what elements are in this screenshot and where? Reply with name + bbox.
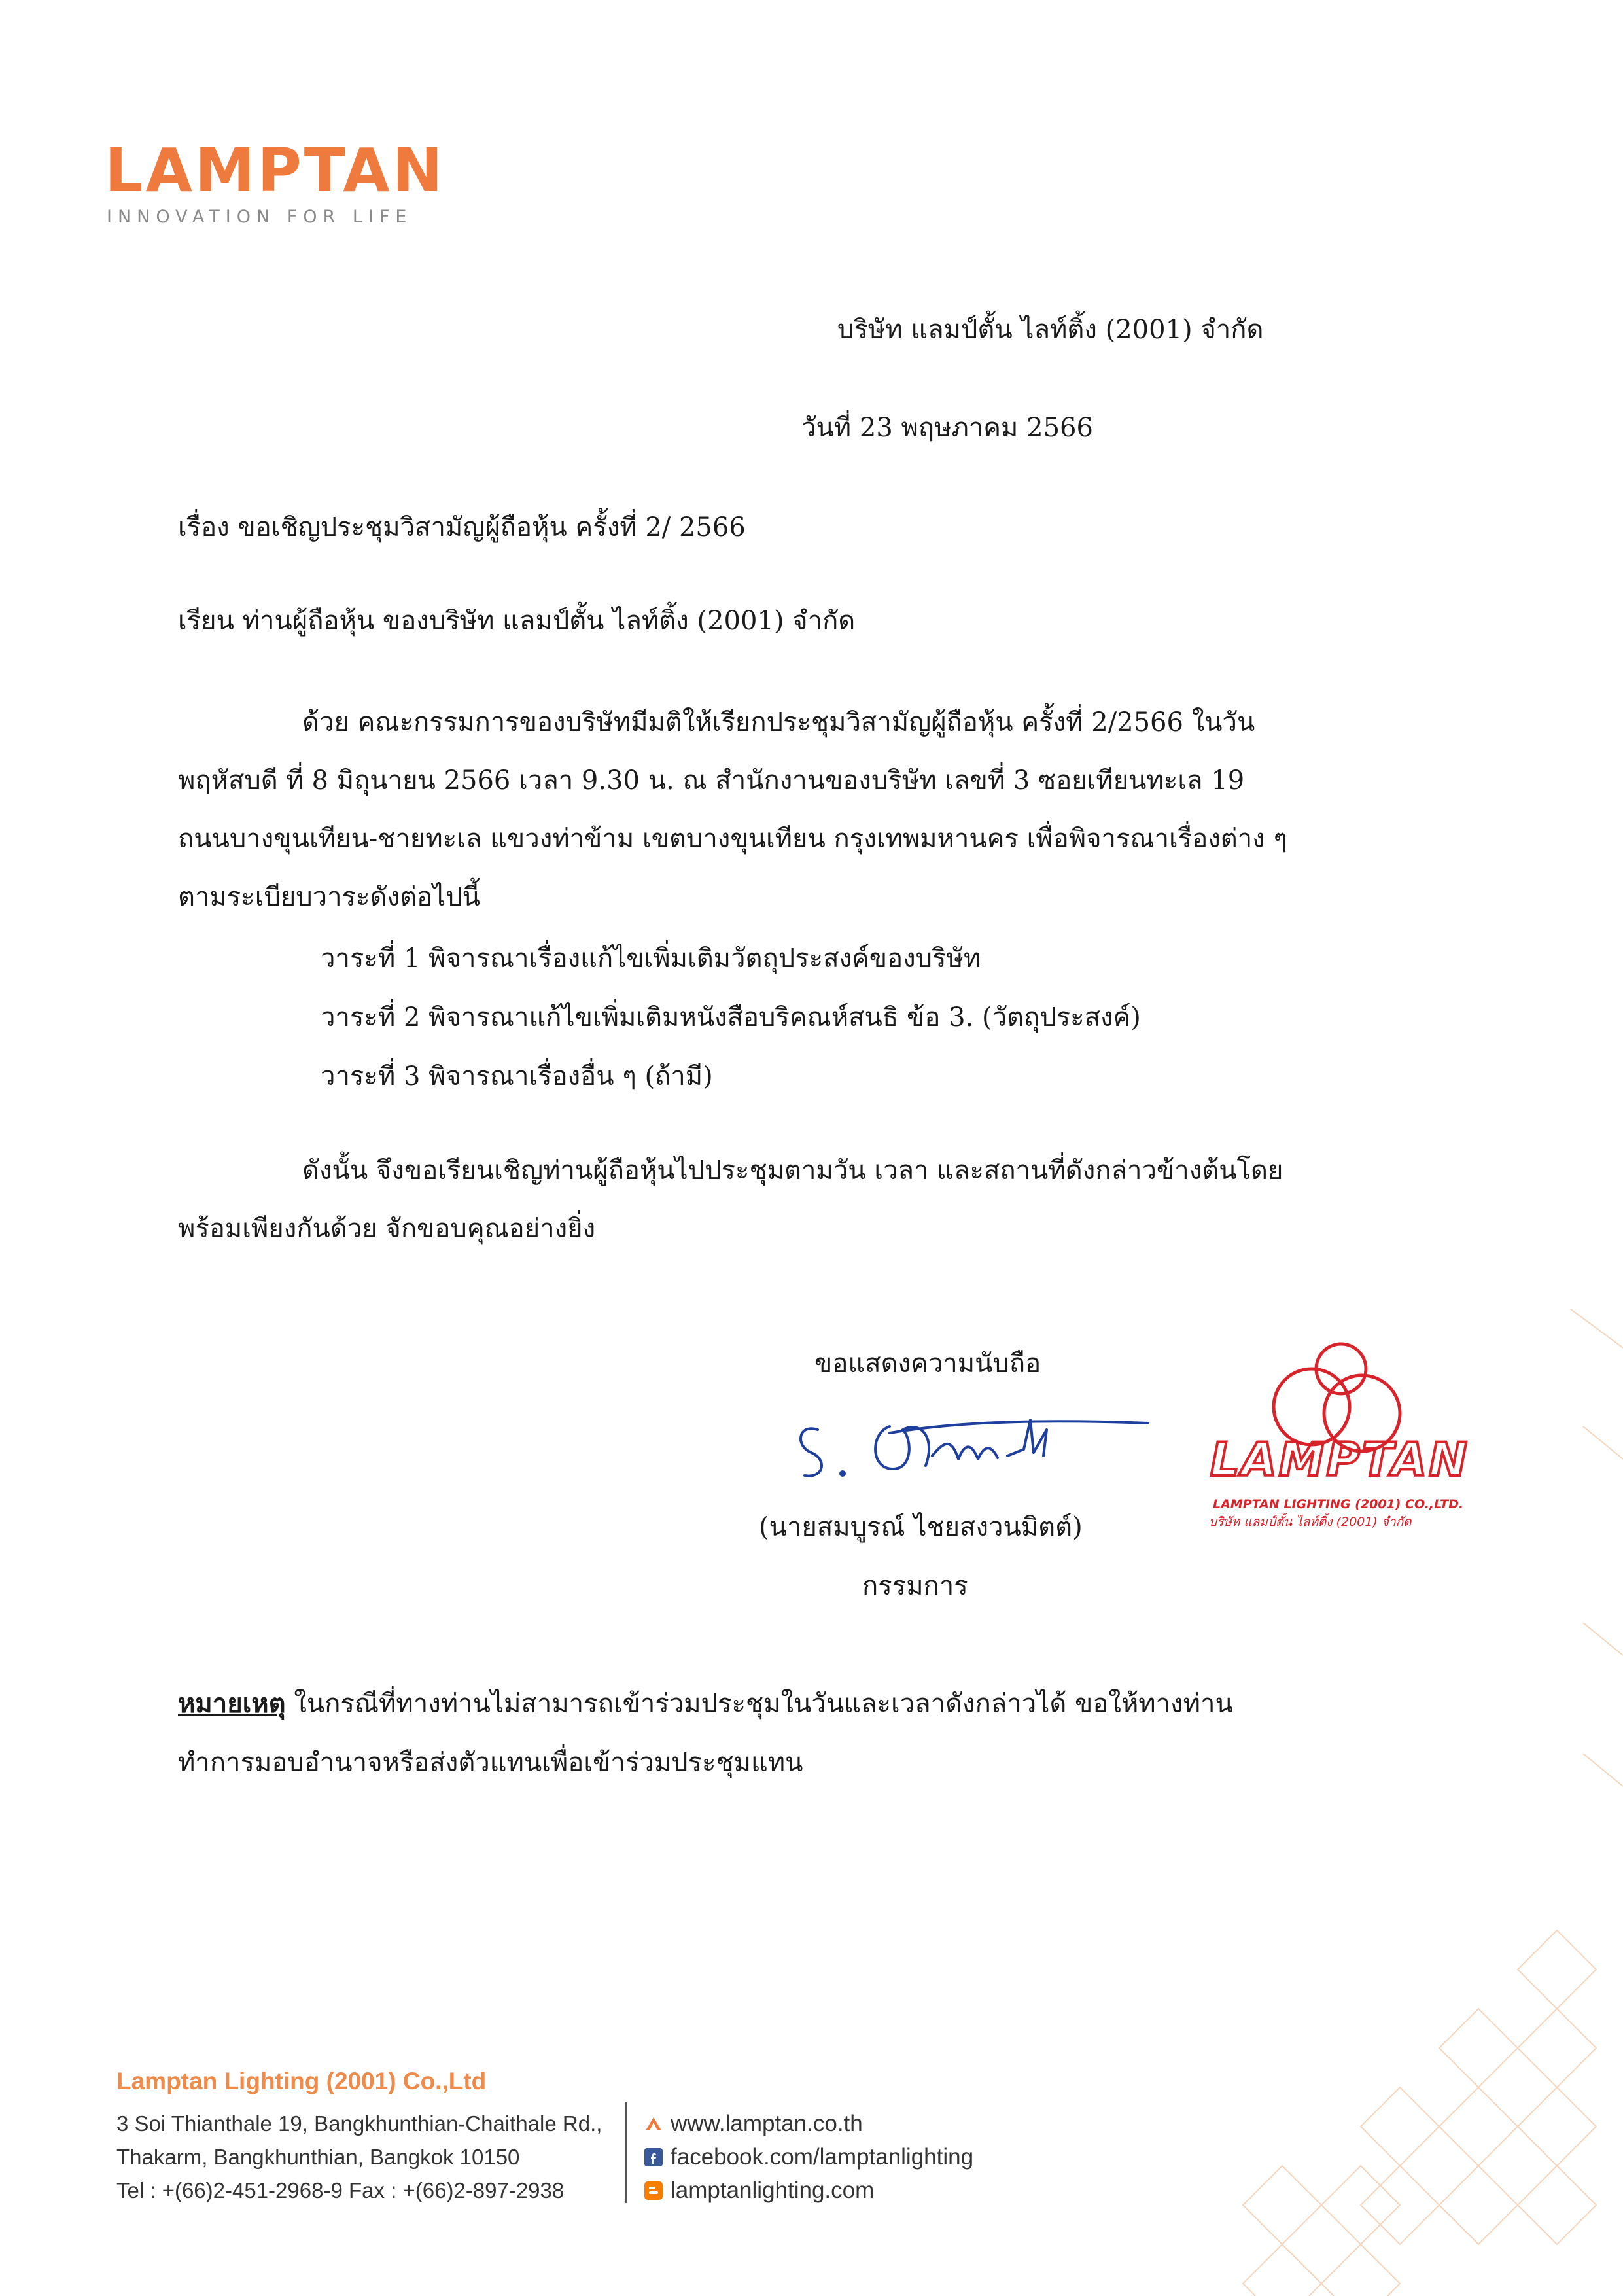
logo-tagline: INNOVATION FOR LIFE [107,207,413,227]
blog-link[interactable] [644,2174,973,2207]
body-line: ถนนบางขุนเทียน-ชายทะเล แขวงท่าข้าม เขตบางขุนเทียน กรุงเทพมหานคร เพื่อพิจารณาเรื่องต่าง ๆ [178,824,1287,854]
signer-name: (นายสมบูรณ์ ไชยสงวนมิตต์) [759,1512,1083,1542]
lamptan-logo: LAMPTAN [105,135,445,205]
blogger-icon [644,2181,663,2200]
address-line: 3 Soi Thianthale 19, Bangkhunthian-Chaithale Rd., [116,2111,602,2136]
body-paragraph [178,694,1287,927]
footer-divider [625,2102,627,2203]
body-line: ตามระเบียบวาระดังต่อไปนี้ [178,882,480,912]
blog-text: lamptanlighting.com [671,2178,875,2203]
footer-links [644,2107,973,2207]
note-label: หมายเหตุ [178,1688,286,1719]
letter-subject: เรื่อง ขอเชิญประชุมวิสามัญผู้ถือหุ้น ครั้งที่ 2/ 2566 [178,512,746,542]
closing-line: ดังนั้น จึงขอเรียนเชิญท่านผู้ถือหุ้นไปประชุมตามวัน เวลา และสถานที่ดังกล่าวข้างต้นโดย [302,1156,1283,1186]
stamp-company-th: บริษัท แลมป์ตั้น ไลท์ติ้ง (2001) จำกัด [1209,1515,1412,1529]
agenda-list [321,929,1141,1106]
facebook-link[interactable] [644,2140,973,2174]
regards: ขอแสดงความนับถือ [814,1349,1041,1379]
closing-line: พร้อมเพียงกันด้วย จักขอบคุณอย่างยิ่ง [178,1214,596,1244]
note-line: ทำการมอบอำนาจหรือส่งตัวแทนเพื่อเข้าร่วมประชุมแทน [178,1748,803,1778]
agenda-item: วาระที่ 3 พิจารณาเรื่องอื่น ๆ (ถ้ามี) [321,1061,713,1091]
note-text: ในกรณีที่ทางท่านไม่สามารถเข้าร่วมประชุมในวันและเวลาดังกล่าวได้ ขอให้ทางท่าน [285,1689,1233,1719]
address-line: Tel : +(66)2-451-2968-9 Fax : +(66)2-897-2938 [116,2178,565,2202]
lamptan-logo-icon [644,2115,663,2133]
body-line: ด้วย คณะกรรมการของบริษัทมีมติให้เรียกประชุมวิสามัญผู้ถือหุ้น ครั้งที่ 2/2566 ในวัน [302,707,1255,737]
footer-address [116,2107,602,2207]
closing-paragraph [178,1142,1283,1258]
letter-date: วันที่ 23 พฤษภาคม 2566 [801,413,1093,443]
agenda-item: วาระที่ 1 พิจารณาเรื่องแก้ไขเพิ่มเติมวัตถุประสงค์ของบริษัท [321,944,981,974]
address-line: Thakarm, Bangkhunthian, Bangkok 10150 [116,2145,520,2169]
letter-recipient: เรียน ท่านผู้ถือหุ้น ของบริษัท แลมป์ตั้น ไลท์ติ้ง (2001) จำกัด [178,606,856,636]
company-stamp [1191,1328,1498,1544]
website-link[interactable] [644,2107,973,2140]
stamp-logo-text: LAMPTAN [1210,1433,1469,1487]
signer-title: กรรมการ [862,1571,968,1601]
footer-company: Lamptan Lighting (2001) Co.,Ltd [116,2068,487,2094]
body-line: พฤหัสบดี ที่ 8 มิถุนายน 2566 เวลา 9.30 น. ณ สำนักงานของบริษัท เลขที่ 3 ซอยเทียนทะเล 19 [178,766,1245,796]
facebook-text: facebook.com/lamptanlighting [671,2144,974,2170]
facebook-icon [644,2148,663,2166]
website-text: www.lamptan.co.th [671,2111,863,2136]
handwritten-signature [772,1394,1164,1492]
note-line [178,1688,1233,1720]
agenda-item: วาระที่ 2 พิจารณาแก้ไขเพิ่มเติมหนังสือบริคณห์สนธิ ข้อ 3. (วัตถุประสงค์) [321,1002,1141,1033]
company-name: บริษัท แลมป์ตั้น ไลท์ติ้ง (2001) จำกัด [837,315,1264,345]
stamp-company-en: LAMPTAN LIGHTING (2001) CO.,LTD. [1213,1497,1464,1511]
